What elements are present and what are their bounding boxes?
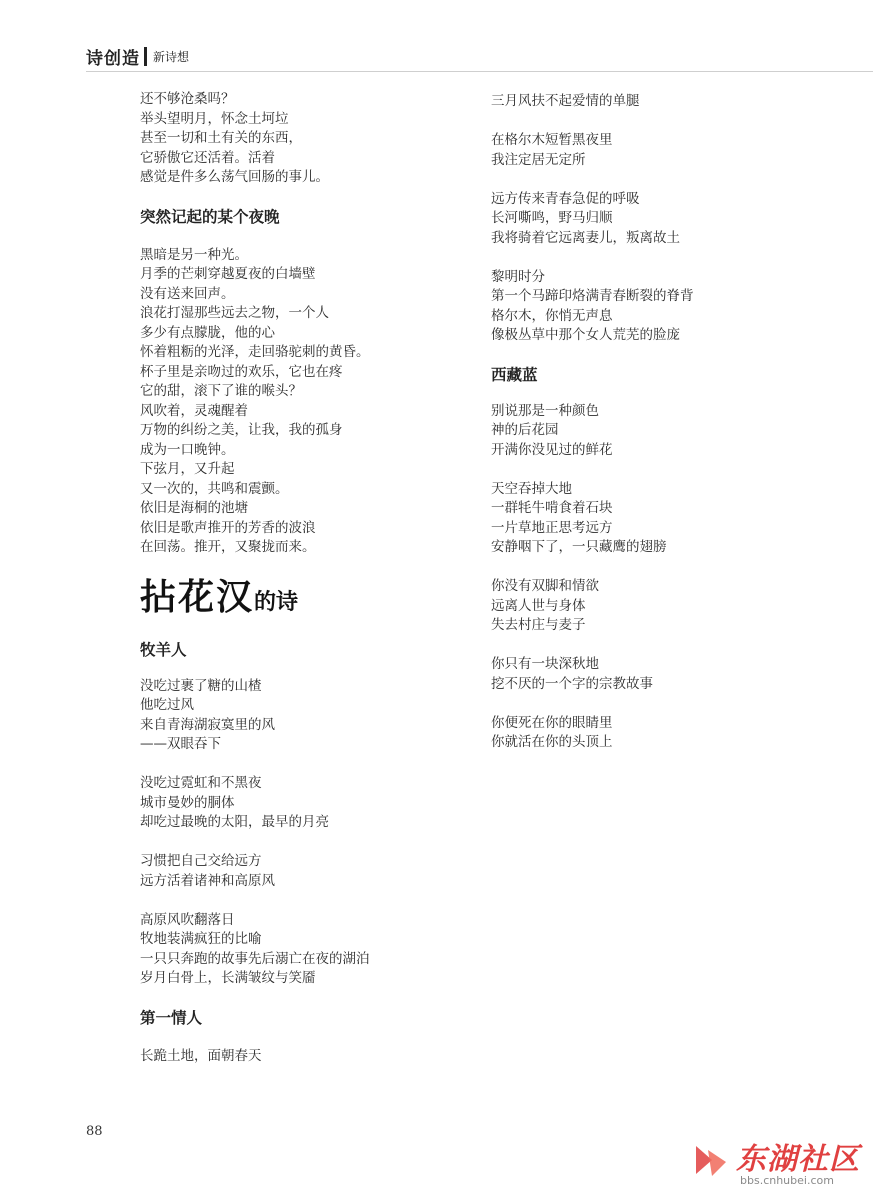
poem-line: 失去村庄与麦子 bbox=[491, 617, 586, 633]
poem-line: 天空吞掉大地 bbox=[491, 480, 572, 497]
poem-line: 举头望明月，怀念土坷垃 bbox=[140, 110, 289, 127]
poem-line: 一只只奔跑的故事先后溺亡在夜的湖泊 bbox=[140, 950, 370, 967]
poem-line: 城市曼妙的胴体 bbox=[140, 794, 235, 811]
poem-line: 远方活着诸神和高原风 bbox=[140, 872, 275, 889]
poem-line: 三月风扶不起爱情的单腿 bbox=[491, 93, 640, 109]
poem-line: 多少有点朦胧，他的心 bbox=[140, 324, 275, 341]
poem-title-night: 突然记起的某个夜晚 bbox=[140, 207, 280, 226]
poem-line: 高原风吹翻落日 bbox=[140, 911, 235, 928]
poem-line: 风吹着，灵魂醒着 bbox=[140, 402, 248, 419]
poem-night-body bbox=[140, 246, 470, 558]
poem-line: 甚至一切和土有关的东西， bbox=[140, 130, 302, 146]
poem-line: 远方传来青春急促的呼吸 bbox=[491, 190, 640, 207]
poem-line: 神的后花园 bbox=[491, 422, 559, 438]
poem-line: 月季的芒刺穿越夏夜的白墙壁 bbox=[140, 266, 316, 282]
poem-title-shepherd: 牧羊人 bbox=[140, 640, 187, 659]
poem-line: 格尔木，你悄无声息 bbox=[491, 307, 613, 324]
poem-line: 习惯把自己交给远方 bbox=[140, 853, 262, 869]
header-rule bbox=[86, 71, 873, 72]
poem-line: 我注定居无定所 bbox=[491, 151, 586, 168]
poem-line: 在回荡。推开，又聚拢而来。 bbox=[140, 539, 316, 555]
poem-line: 没有送来回声。 bbox=[140, 285, 235, 302]
poem-line: 你只有一块深秋地 bbox=[491, 656, 599, 672]
poem-line: 一片草地正思考远方 bbox=[491, 519, 613, 536]
poem-line: 黎明时分 bbox=[491, 268, 545, 285]
poem-line: 安静咽下了，一只藏鹰的翅膀 bbox=[491, 539, 667, 555]
poem-line: 在格尔木短暂黑夜里 bbox=[491, 132, 613, 148]
poem-line: 浪花打湿那些远去之物，一个人 bbox=[140, 305, 329, 321]
poem-line: 没吃过裹了糖的山楂 bbox=[140, 677, 262, 694]
poem-line: 岁月白骨上，长满皱纹与笑靥 bbox=[140, 970, 316, 986]
author-name: 拈花汉 bbox=[140, 575, 255, 618]
header-divider bbox=[144, 47, 147, 66]
poem-line: 你就活在你的头顶上 bbox=[491, 734, 613, 750]
magazine-name: 诗创造 bbox=[86, 49, 140, 69]
poem-line: 又一次的，共鸣和震颤。 bbox=[140, 480, 289, 497]
poem-line: 一群牦牛啃食着石块 bbox=[491, 500, 613, 516]
poem-line: 挖不厌的一个字的宗教故事 bbox=[491, 675, 653, 692]
page-number: 88 bbox=[86, 1124, 103, 1139]
poem-line: 长跪土地，面朝春天 bbox=[140, 1047, 262, 1064]
poem-line: 你便死在你的眼睛里 bbox=[491, 714, 613, 731]
poem-line: 怀着粗粝的光泽，走回骆驼刺的黄昏。 bbox=[140, 344, 370, 360]
poem-line: 它的甜，滚下了谁的喉头？ bbox=[140, 383, 302, 399]
poem-line: 依旧是海桐的池塘 bbox=[140, 500, 248, 516]
poem-line: 下弦月，又升起 bbox=[140, 461, 235, 477]
poem-line: 长河嘶鸣，野马归顺 bbox=[491, 210, 613, 226]
poem-line: 依旧是歌声推开的芳香的波浪 bbox=[140, 519, 316, 536]
poem-line: 来自青海湖寂寞里的风 bbox=[140, 716, 275, 733]
poem-line: ——双眼吞下 bbox=[140, 736, 221, 752]
poem-line: 我将骑着它远离妻儿，叛离故土 bbox=[491, 229, 680, 246]
poem-shepherd-body bbox=[140, 677, 470, 989]
poem-line: 没吃过霓虹和不黑夜 bbox=[140, 775, 262, 791]
poem-line: 却吃过最晚的太阳，最早的月亮 bbox=[140, 814, 329, 830]
running-header bbox=[86, 44, 189, 69]
watermark-url[interactable]: bbs.cnhubei.com bbox=[740, 1174, 834, 1187]
poem-tibet-blue-body bbox=[491, 402, 821, 753]
watermark bbox=[692, 1134, 877, 1192]
poem-line: 别说那是一种颜色 bbox=[491, 402, 599, 419]
section-name: 新诗想 bbox=[153, 50, 190, 64]
left-column bbox=[140, 90, 470, 1066]
author-heading bbox=[140, 572, 470, 629]
poem-line: 它骄傲它还活着。活着 bbox=[140, 149, 275, 166]
poem-title-tibet-blue: 西藏蓝 bbox=[491, 365, 538, 384]
poem-line: 成为一口晚钟。 bbox=[140, 441, 235, 458]
poem-line: 还不够沧桑吗？ bbox=[140, 91, 235, 107]
poem-title-first-lover: 第一情人 bbox=[140, 1008, 203, 1027]
first-lover-continued bbox=[491, 92, 821, 346]
poem-line: 万物的纠纷之美，让我，我的孤身 bbox=[140, 422, 343, 438]
poem-line: 牧地装满疯狂的比喻 bbox=[140, 931, 262, 947]
poem-line: 杯子里是亲吻过的欢乐，它也在疼 bbox=[140, 363, 343, 380]
right-column bbox=[491, 92, 821, 753]
author-suffix: 的诗 bbox=[254, 588, 299, 615]
poem-line: 远离人世与身体 bbox=[491, 597, 586, 614]
poem-line: 他吃过风 bbox=[140, 697, 194, 713]
intro-stanza bbox=[140, 90, 470, 188]
poem-line: 感觉是件多么荡气回肠的事儿。 bbox=[140, 169, 329, 185]
poem-line: 开满你没见过的鲜花 bbox=[491, 441, 613, 458]
poem-line: 第一个马蹄印烙满青春断裂的脊背 bbox=[491, 288, 694, 304]
site-logo-icon bbox=[692, 1140, 732, 1180]
watermark-site-name: 东湖社区 bbox=[736, 1142, 860, 1177]
poem-line: 像极丛草中那个女人荒芜的脸庞 bbox=[491, 327, 680, 343]
poem-line: 黑暗是另一种光。 bbox=[140, 246, 248, 263]
poem-line: 你没有双脚和情欲 bbox=[491, 578, 599, 594]
